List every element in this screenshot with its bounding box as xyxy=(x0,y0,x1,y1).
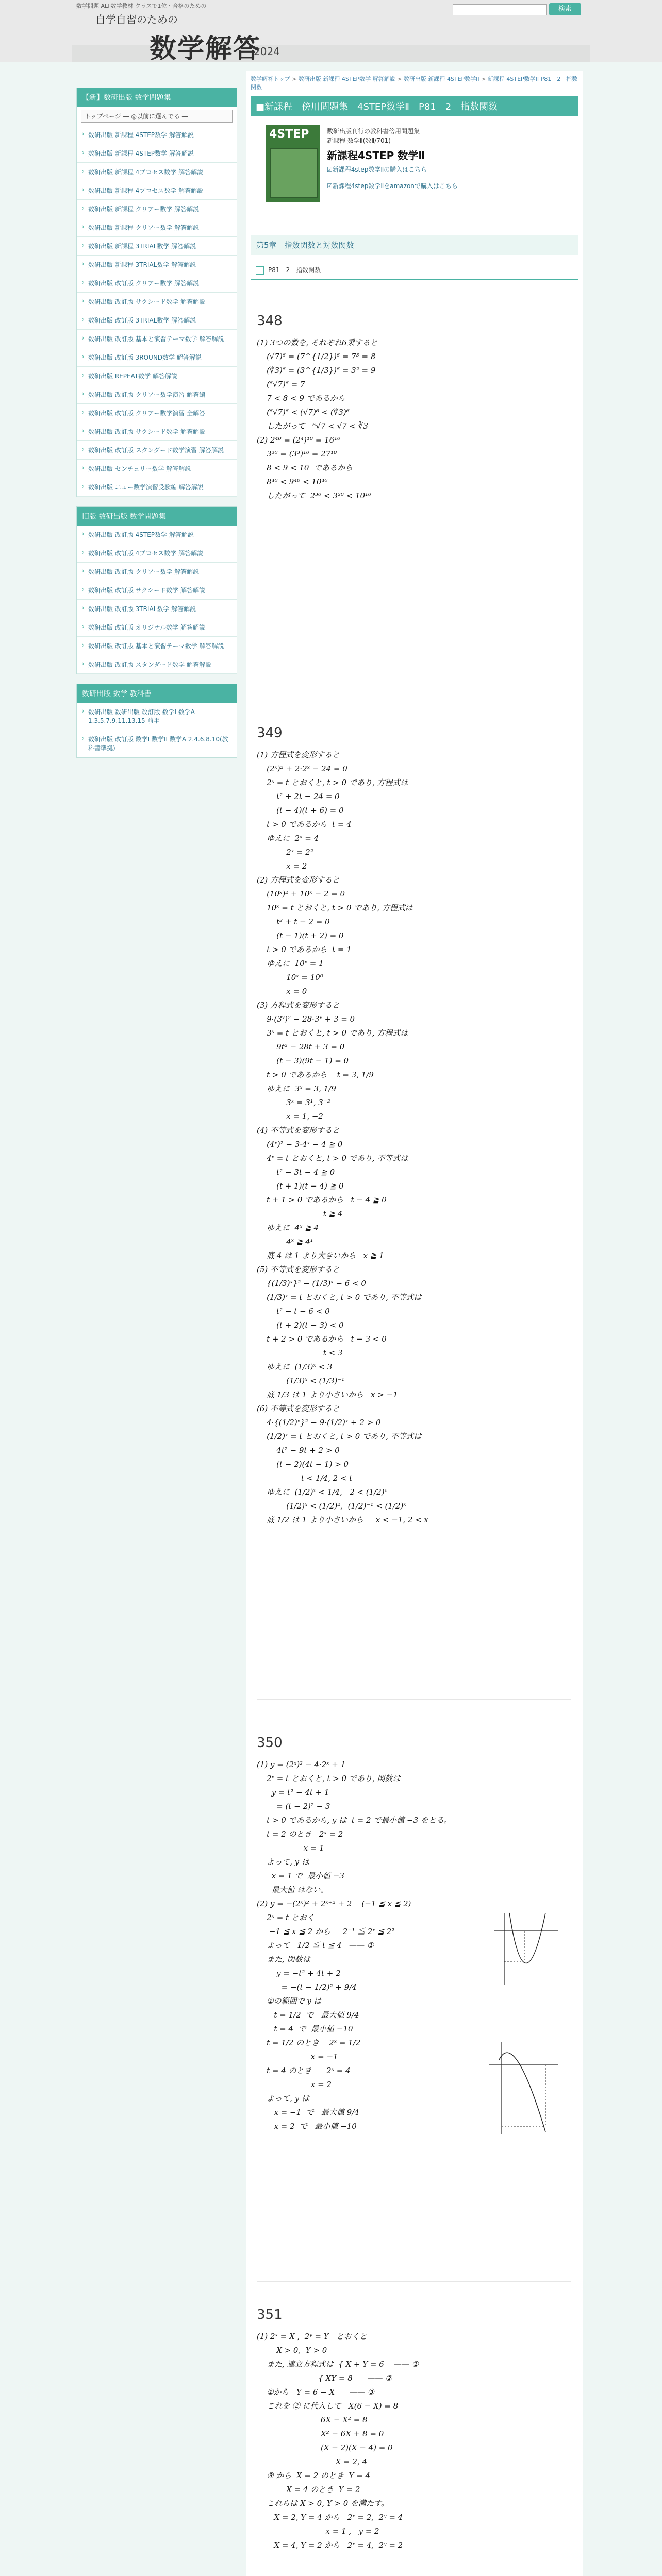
sidebar-link[interactable]: › 数研出版 改訂版 クリアー数学 解答解説 xyxy=(77,563,237,581)
problem-solution: (1) 方程式を変形すると (2ˣ)² + 2·2ˣ − 24 = 0 2ˣ = t とおくと, t > 0 であり, 方程式は t² + 2t − 24 = 0 (t − 4)(t + 6) = 0 t > 0 であるから t = 4 ゆえに 2ˣ = 4 2ˣ = 2² x = 2 (2) 方程式を変形すると (10ˣ)² + 10ˣ − 2 = 0 10ˣ = t とおくと, t > 0 であり, 方程式は t² + t − 2 = 0 (t − 1)(t + 2) = 0 t > 0 であるから t = 1 ゆえに 10ˣ = 1 10ˣ = 10⁰ x = 0 (3) 方程式を変形すると 9·(3ˣ)² − 28·3ˣ + 3 = 0 3ˣ = t とおくと, t > 0 であり, 方程式は 9t² − 28t + 3 = 0 (t − 3)(9t − 1) = 0 t > 0 であるから t = 3, 1/9 ゆえに 3ˣ = 3, 1/9 3ˣ = 3¹, 3⁻² x = 1, −2 (4) 不等式を変形すると (4ˣ)² − 3·4ˣ − 4 ≧ 0 4ˣ = t とおくと, t > 0 であり, 不等式は t² − 3t − 4 ≧ 0 (t + 1)(t − 4) ≧ 0 t + 1 > 0 であるから t − 4 ≧ 0 t ≧ 4 ゆえに 4ˣ ≧ 4 4ˣ ≧ 4¹ 底 4 は 1 より大きいから x ≧ 1 (5) 不等式を変形すると {(1/3)ˣ}² − (1/3)ˣ − 6 < 0 (1/3)ˣ = t とおくと, t > 0 であり, 不等式は t² − t − 6 < 0 (t + 2)(t − 3) < 0 t + 2 > 0 であるから t − 3 < 0 t < 3 ゆえに (1/3)ˣ < 3 (1/3)ˣ < (1/3)⁻¹ 底 1/3 は 1 より小さいから x > −1 (6) 不等式を変形すると 4·{(1/2)ˣ}² − 9·(1/2)ˣ + 2 > 0 (1/2)ˣ = t とおくと, t > 0 であり, 不等式は 4t² − 9t + 2 > 0 (t − 2)(4t − 1) > 0 t < 1/4, 2 < t ゆえに (1/2)ˣ < 1/4, 2 < (1/2)ˣ (1/2)ˣ < (1/2)², (1/2)⁻¹ < (1/2)ˣ 底 1/2 は 1 より小さいから x < −1, 2 < x xyxy=(257,750,428,1524)
sidebar-link[interactable]: › 数研出版 新課程 4プロセス数学 解答解説 xyxy=(77,181,237,200)
site-tagline: 自学自習のための xyxy=(95,13,178,26)
chapter-heading: 第5章 指数関数と対数関数 xyxy=(251,235,578,255)
site-logo[interactable]: 数学解答 xyxy=(150,33,261,64)
sidebar-link[interactable]: › 数研出版 改訂版 クリアー数学演習 解答編 xyxy=(77,385,237,404)
sidebar xyxy=(76,88,237,767)
sidebar-link[interactable]: › 数研出版 改訂版 基本と演習テーマ数学 解答解説 xyxy=(77,637,237,655)
breadcrumb-link-book[interactable]: 数研出版 新課程 4STEP数学II xyxy=(403,76,479,82)
book-edition: 新課程 数学Ⅱ(数Ⅱ/701) xyxy=(327,137,391,144)
book-amazon-link[interactable]: ☑新課程4step数学Ⅱをamazonで購入はこちら xyxy=(327,182,458,190)
sidebar-box-title: 【新】数研出版 数学問題集 xyxy=(77,88,237,107)
book-description: 数研出版刊行の教科書傍用問題集 xyxy=(327,128,420,135)
book-info xyxy=(251,122,578,230)
sidebar-link[interactable]: › 数研出版 改訂版 サクシード数学 解答解説 xyxy=(77,422,237,441)
problem-351 xyxy=(257,2307,571,2552)
main-content xyxy=(246,71,583,2576)
sidebar-link[interactable]: › 数研出版 改訂版 3ROUND数学 解答解説 xyxy=(77,348,237,367)
sidebar-link[interactable]: › 数研出版 改訂版 3TRIAL数学 解答解説 xyxy=(77,600,237,618)
sidebar-link[interactable]: › 数研出版 新課程 クリアー数学 解答解説 xyxy=(77,218,237,237)
problem-number: 348 xyxy=(257,313,283,329)
site-logo-year: 2024 xyxy=(254,45,280,58)
sidebar-link[interactable]: › 数研出版 改訂版 3TRIAL数学 解答解説 xyxy=(77,311,237,330)
sidebar-link[interactable]: › 数研出版 新課程 3TRIAL数学 解答解説 xyxy=(77,256,237,274)
breadcrumb: 数学解答トップ > 数研出版 新課程 4STEP数学 解答解説 > 数研出版 新課程 4STEP数学II > 新課程 4STEP数学II P81 2 指数関数 xyxy=(251,76,578,91)
sidebar-link[interactable]: › 数研出版 新課程 4STEP数学 解答解説 xyxy=(77,144,237,163)
book-cover-image[interactable] xyxy=(266,125,320,202)
sidebar-link[interactable]: › 数研出版 新課程 クリアー数学 解答解説 xyxy=(77,200,237,218)
breadcrumb-link-home[interactable]: 数学解答トップ xyxy=(251,76,290,82)
sidebar-link[interactable]: › 数研出版 改訂版 クリアー数学演習 全解答 xyxy=(77,404,237,422)
search-button[interactable]: 検索 xyxy=(549,3,581,15)
sidebar-link[interactable]: › 数研出版 改訂版 スタンダード数学 解答解説 xyxy=(77,655,237,674)
sidebar-link[interactable]: › 数研出版 新課程 4STEP数学 解答解説 xyxy=(77,126,237,144)
sidebar-link[interactable]: › 数研出版 改訂版 4プロセス数学 解答解説 xyxy=(77,544,237,563)
section-heading-label: P81 2 指数関数 xyxy=(268,266,321,274)
problem-solution: (1) 3つの数を, それぞれ6乗すると (√7)⁶ = (7^{1/2})⁶ = 7³ = 8 (∛3)⁶ = (3^{1/3})⁶ = 3² = 9 (⁶√7)⁶ = 7 7 < 8 < 9 であるから (⁶√7)⁶ < (√7)⁶ < (∛3)⁶ したがって ⁶√7 < √7 < ∛3 (2) 2⁴⁰ = (2⁴)¹⁰ = 16¹⁰ 3³⁰ = (3³)¹⁰ = 27¹⁰ 8 < 9 < 10 であるから 8⁴⁰ < 9⁴⁰ < 10⁴⁰ したがって 2³⁰ < 3²⁰ < 10¹⁰ xyxy=(257,338,378,500)
book-cover-title: 4STEP xyxy=(269,128,309,141)
problem-number: 350 xyxy=(257,1735,283,1751)
sidebar-box-new-problems xyxy=(76,88,237,497)
parabola-graph-1 xyxy=(489,1910,561,1988)
site-header xyxy=(0,0,662,62)
sidebar-box-old-problems xyxy=(76,506,237,674)
problem-349 xyxy=(257,725,571,1527)
sidebar-link[interactable]: › 数研出版 REPEAT数学 解答解説 xyxy=(77,367,237,385)
search-input[interactable] xyxy=(453,4,547,15)
sidebar-link[interactable]: › 数研出版 新課程 4プロセス数学 解答解説 xyxy=(77,163,237,181)
sidebar-link[interactable]: › 数研出版 改訂版 サクシード数学 解答解説 xyxy=(77,293,237,311)
sidebar-link[interactable]: › 数研出版 改訂版 基本と演習テーマ数学 解答解説 xyxy=(77,330,237,348)
book-cover-illustration xyxy=(270,148,318,198)
sidebar-link[interactable]: › 数研出版 数研出版 改訂版 数学I 数学A 1.3.5.7.9.11.13.15 前半 xyxy=(77,703,237,730)
sidebar-link[interactable]: › 数研出版 改訂版 4STEP数学 解答解説 xyxy=(77,526,237,544)
sidebar-link[interactable]: › 数研出版 改訂版 クリアー数学 解答解説 xyxy=(77,274,237,293)
sidebar-box-textbook xyxy=(76,684,237,758)
sidebar-link[interactable]: › 数研出版 ニュー数学演習受験編 解答解説 xyxy=(77,478,237,497)
sidebar-link[interactable]: › 数研出版 改訂版 数学I 数学II 数学A 2.4.6.8.10(教科書準拠) xyxy=(77,730,237,757)
problem-solution: (1) 2ˣ = X , 2ʸ = Y とおくと X > 0, Y > 0 また, 連立方程式は { X + Y = 6 —— ① { XY = 8 —— ② ①から Y = 6 − X —— ③ これを ② に代入して X(6 − X) = 8 6X − X² = 8 X² − 6X + 8 = 0 (X − 2)(X − 4) = 0 X = 2, 4 ③ から X = 2 のとき Y = 4 X = 4 のとき Y = 2 これらは X > 0, Y > 0 を満たす。 X = 2, Y = 4 から 2ˣ = 2, 2ʸ = 4 x = 1 , y = 2 X = 4, Y = 2 から 2ˣ = 4, 2ʸ = 2 xyxy=(257,2332,419,2550)
breadcrumb-current: 新課程 4STEP数学II P81 2 指数関数 xyxy=(251,76,578,91)
sidebar-box-title: 旧版 数研出版 数学問題集 xyxy=(77,507,237,526)
problem-348 xyxy=(257,313,571,503)
book-name: 新課程4STEP 数学Ⅱ xyxy=(327,149,425,162)
breadcrumb-link-series[interactable]: 数研出版 新課程 4STEP数学 解答解説 xyxy=(298,76,395,82)
page-title: ■新課程 傍用問題集 4STEP数学Ⅱ P81 2 指数関数 xyxy=(251,96,578,116)
parabola-graph-2 xyxy=(484,2039,561,2137)
header-topline: 数学問題 ALT数学教材 クラスで1位・合格のための xyxy=(76,3,207,9)
sidebar-link[interactable]: › 数研出版 改訂版 オリジナル数学 解答解説 xyxy=(77,618,237,637)
sidebar-link[interactable]: › 数研出版 改訂版 スタンダード数学演習 解答解説 xyxy=(77,441,237,460)
sidebar-box-title: 数研出版 数学 教科書 xyxy=(77,684,237,703)
problem-number: 349 xyxy=(257,725,283,741)
sidebar-link[interactable]: › 数研出版 センチュリー数学 解答解説 xyxy=(77,460,237,478)
divider xyxy=(257,1699,571,1700)
problem-number: 351 xyxy=(257,2307,283,2323)
divider xyxy=(257,2281,571,2282)
problem-solution: (1) y = (2ˣ)² − 4·2ˣ + 1 2ˣ = t とおくと, t > 0 であり, 関数は y = t² − 4t + 1 = (t − 2)² − 3 t > 0 であるから, y は t = 2 で最小値 −3 をとる。 t = 2 のとき 2ˣ = 2 x = 1 よって, y は x = 1 で 最小値 −3 最大値 はない。 (2) y = −(2ˣ)² + 2ˣ⁺² + 2 (−1 ≦ x ≦ 2) 2ˣ = t とおく −1 ≦ x ≦ 2 から 2⁻¹ ≦ 2ˣ ≦ 2² よって 1/2 ≦ t ≦ 4 —— ① また, 関数は y = −t² + 4t + 2 = −(t − 1/2)² + 9/4 ①の範囲で y は t = 1/2 で 最大値 9/4 t = 4 で 最小値 −10 t = 1/2 のとき 2ˣ = 1/2 x = −1 t = 4 のとき 2ˣ = 4 x = 2 よって, y は x = −1 で 最大値 9/4 x = 2 で 最小値 −10 xyxy=(257,1760,452,2131)
section-heading xyxy=(251,261,578,280)
checkbox-icon xyxy=(256,266,264,275)
sidebar-link[interactable]: › 数研出版 改訂版 サクシード数学 解答解説 xyxy=(77,581,237,600)
book-purchase-link[interactable]: ☑新課程4step数学Ⅱの購入はこちら xyxy=(327,166,427,173)
sidebar-select[interactable]: トップページ ― ◎以前に選んでる ― xyxy=(81,110,233,123)
sidebar-link[interactable]: › 数研出版 新課程 3TRIAL数学 解答解説 xyxy=(77,237,237,256)
